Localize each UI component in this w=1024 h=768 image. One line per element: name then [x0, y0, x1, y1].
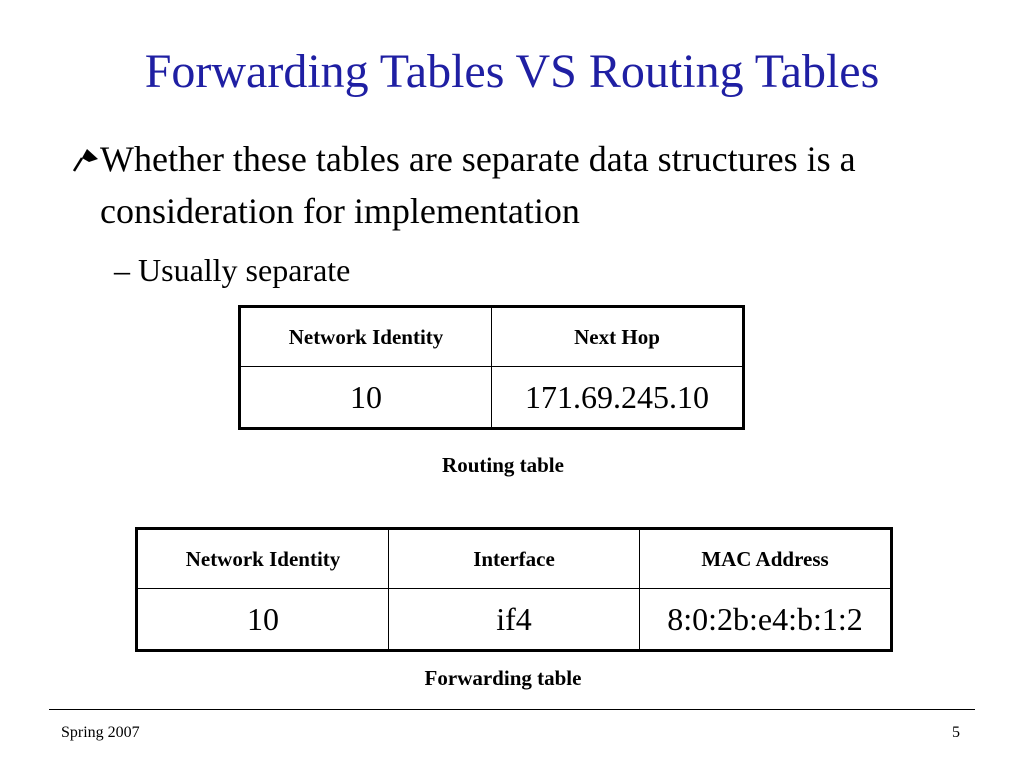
main-bullet — [72, 133, 982, 237]
header-cell-interface: Interface — [389, 529, 640, 589]
cell-network-identity: 10 — [240, 367, 492, 429]
cell-interface: if4 — [389, 589, 640, 651]
cell-network-identity: 10 — [137, 589, 389, 651]
bullet-text: Whether these tables are separate data structures is a consideration for implementation — [100, 139, 856, 231]
table-row — [240, 367, 744, 429]
table-header-row — [137, 529, 892, 589]
header-cell-network-identity: Network Identity — [240, 307, 492, 367]
table-header-row — [240, 307, 744, 367]
sub-bullet: – Usually separate — [114, 252, 351, 288]
header-cell-mac-address: MAC Address — [640, 529, 892, 589]
header-cell-network-identity: Network Identity — [137, 529, 389, 589]
footer-date: Spring 2007 — [61, 724, 140, 741]
cell-next-hop: 171.69.245.10 — [492, 367, 744, 429]
routing-table-caption: Routing table — [442, 453, 564, 477]
table-row — [137, 589, 892, 651]
forwarding-table — [135, 527, 893, 652]
header-cell-next-hop: Next Hop — [492, 307, 744, 367]
footer-divider — [49, 709, 975, 710]
slide-number: 5 — [952, 724, 960, 741]
slide-title: Forwarding Tables VS Routing Tables — [144, 45, 880, 98]
flag-icon — [72, 146, 100, 172]
forwarding-table-caption: Forwarding table — [424, 666, 582, 690]
cell-mac-address: 8:0:2b:e4:b:1:2 — [640, 589, 892, 651]
routing-table — [238, 305, 745, 430]
